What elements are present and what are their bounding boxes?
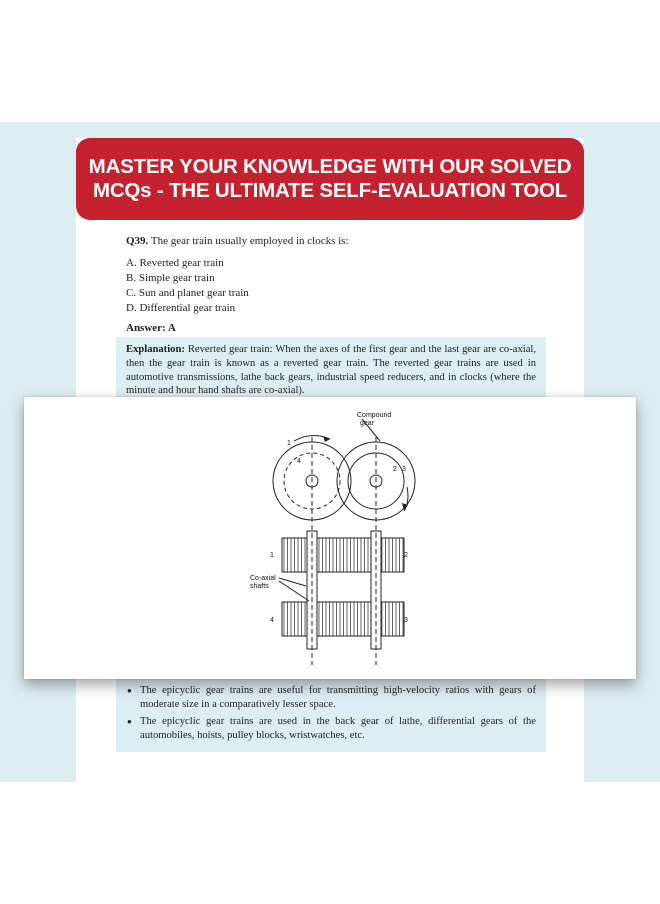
promo-banner [76,138,584,220]
compound-label-1: Compound [357,412,392,419]
option-a: A. Reverted gear train [126,257,224,269]
explanation-text [126,343,536,398]
banner-line-2: MCQs - THE ULTIMATE SELF-EVALUATION TOOL [92,179,568,202]
explanation-label: Explanation: [126,344,185,355]
option-d: D. Differential gear train [126,302,236,314]
compound-label-2: gear [360,420,375,427]
option-c: C. Sun and planet gear train [126,287,249,299]
answer-line: Answer: A [126,322,176,334]
question-line [126,235,349,247]
gear-number-4-side: 4 [270,617,274,624]
coaxial-leader-2 [279,581,309,601]
gear-pair-lower [282,602,404,636]
explanation-body: Reverted gear train: When the axes of the first gear and the last gear are co-axial, then the gear train is known as a reverted gear train. The reverted gear trains are used in automotive transmissions, lathe back gears, industrial speed reducers, and in clocks (where the minute and hour hand shafts are co-axial). [126,344,536,397]
reverted-gear-train-diagram [24,397,636,679]
coaxial-label-2: shafts [250,583,269,590]
option-b: B. Simple gear train [126,272,215,284]
gear-number-3-side: 3 [404,617,408,624]
arrowhead-icon [323,436,330,442]
gear-side-view [279,525,404,665]
banner-line-1: MASTER YOUR KNOWLEDGE WITH OUR SOLVED [88,155,572,178]
gear-pair-upper [282,538,404,572]
gear-number-2-top: 2 [393,466,397,473]
bullet-item: ● The epicyclic gear trains are useful for transmitting high-velocity ratios with gears of moderate size in a comparatively lesser space. [126,684,536,712]
gear-number-1-side: 1 [270,552,274,559]
diagram-card [24,397,636,679]
question-number: Q39. [126,235,149,247]
coaxial-label-1: Co-axial [250,575,276,582]
gear-number-1-top: 1 [287,440,291,447]
options-list [126,256,249,316]
gear-number-2-side: 2 [404,552,408,559]
gear-number-4-top: 4 [297,458,301,465]
bullet-list [126,684,536,746]
bullet-item: ● The epicyclic gear trains are used in the back gear of lathe, differential gears of the automobiles, hoists, pulley blocks, wristwatches, etc. [126,715,536,743]
gear-number-3-top: 3 [402,466,406,473]
coaxial-leader-1 [279,578,306,586]
question-text: The gear train usually employed in clocks is: [150,235,349,247]
